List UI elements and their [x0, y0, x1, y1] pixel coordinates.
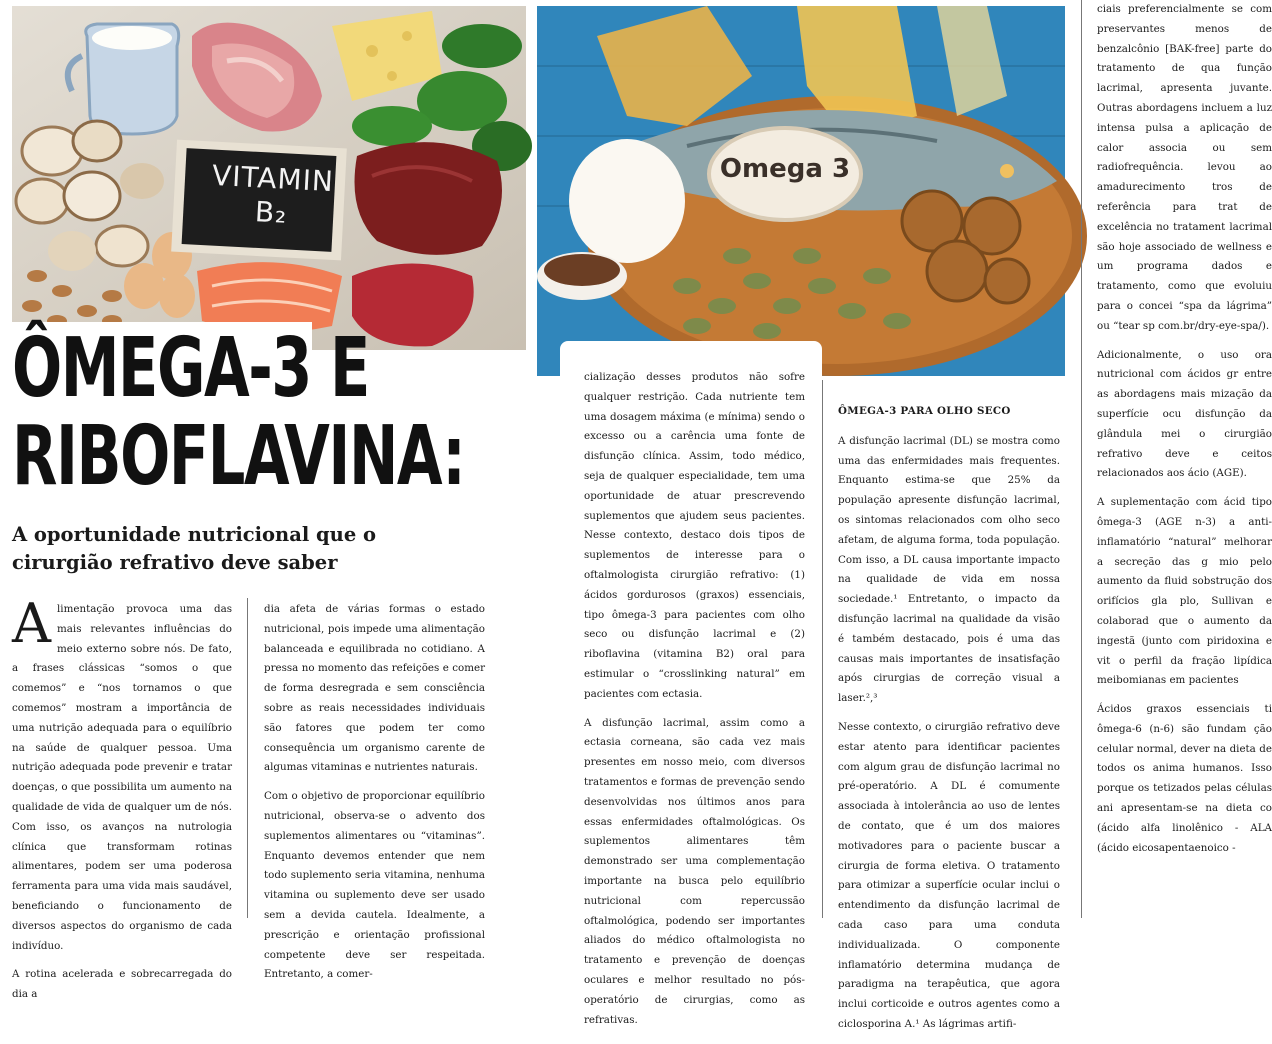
egg-icon: [569, 139, 685, 263]
paragraph: Adicionalmente, o uso ora nutricional com ácidos gr entre as abordagens mais mização da superfície ocu disfunção da glândula mei o cirurgião refrativo deve e ceitos relacionados aos ácio (AGE).: [1097, 348, 1272, 480]
vitamin-b2-food-photo: [12, 6, 526, 350]
drop-cap: A: [12, 592, 51, 655]
column-divider: [822, 380, 823, 918]
column-divider: [1081, 0, 1082, 918]
paragraph: A disfunção lacrimal, assim como a ectasia corneana, são cada vez mais presentes em nosso meio, com diversos tratamentos e formas de prevenção sendo desenvolvidas nos últimos anos para essas enfermidades oftalmológicas. Os suplementos alimentares têm demonstrado ser uma complementação importante na busca pelo equilíbrio nutricional com repercussão oftalmológica, podendo ser importantes aliados do médico oftalmologista no tratamento e prevenção de doenças oculares e melhor resultado no pós-operatório de cirurgias, como as refrativas.: [584, 716, 805, 1026]
text-column-2: [264, 600, 485, 994]
paragraph: A disfunção lacrimal (DL) se mostra como uma das enfermidades mais frequentes. Enquanto estima-se que 25% da população apresente disfunção lacrimal, os sintomas relacionados com olho seco afetam, de alguma forma, toda população. Com isso, a DL causa importante impacto na qualidade de vida em nossa sociedade.¹ Entretanto, o impacto da disfunção lacrimal na qualidade da visão é também destacado, pois é uma das causas mais importantes de insatisfação após cirurgias de correção visual a laser.²,³: [838, 434, 1060, 705]
chalkboard-text: VITAMIN B₂: [211, 158, 335, 230]
paragraph: cialização desses produtos não sofre qualquer restrição. Cada nutriente tem uma dosagem máxima (e mínima) sendo o excesso ou a carência uma fonte de disfunção clínica. Assim, todo médico, seja de qualquer especialidade, tem uma oportunidade de atuar prescrevendo suplementos que ajudem seus pacientes. Nesse contexto, destaco dois tipos de suplementos de interesse para o oftalmologista cirurgião refrativo: (1) ácidos gordurosos (graxos) essenciais, tipo ômega-3 para pacientes com olho seco ou disfunção lacrimal e (2) riboflavina (vitamina B2) oral para estimular o “crosslinking natural” em pacientes com ectasia.: [584, 371, 805, 700]
paragraph: A rotina acelerada e sobrecarregada do dia a: [12, 968, 232, 1001]
text-column-4: [838, 402, 1060, 1044]
omega-3-food-photo: [537, 6, 1065, 376]
liver-icon: [355, 142, 503, 255]
section-heading: ÔMEGA-3 PARA OLHO SECO: [838, 405, 1011, 417]
flax-seeds-icon: [537, 252, 627, 300]
paragraph: dia afeta de várias formas o estado nutricional, pois impede uma alimentação balanceada e equilibrada no cotidiano. A pressa no momento das refeições e comer de forma desregrada e sem consciência sobre as reais necessidades individuais são fatores que podem ter como consequência um organismo carente de algumas vitaminas e nutrientes naturais.: [264, 603, 485, 774]
text-column-3: [584, 368, 805, 1039]
paragraph: Com o objetivo de proporcionar equilíbrio nutricional, observa-se o advento dos suplementos alimentares ou “vitaminas”. Enquanto devemos entender que nem todo suplemento seria vitamina, nenhuma vitamina ou suplemento deve ser usado sem a devida cautela. Idealmente, a prescrição e orientação profissional competente deve ser respeitada. Entretanto, a comer-: [264, 790, 485, 981]
paragraph: ciais preferencialmente se com preservantes menos de benzalcônio [BAK-free] parte do tratamento de qua função lacrimal, apresenta juvante. Outras abordagens incluem a luz intensa pulsa a aplicação de calor associa ou sem radiofrequência. levou ao amadurecimento tros de referência para trat de excelência no tratament lacrimal são hoje associado de wellness e um programa dados e tratamento, como que evoluiu para o concei “spa da lágrima” ou “tear sp com.br/dry-eye-spa/).: [1097, 3, 1272, 332]
paragraph: Ácidos graxos essenciais ti ômega-6 (n-6) são fundam ção celular normal, dever na dieta de todos os anima humanos. Isso porque os tetizados pelas células ani apresentam-se na dieta co (ácido alfa linolênico - ALA (ácido eicosapentaenoico -: [1097, 703, 1272, 854]
article-title: [12, 321, 465, 504]
paragraph: A suplementação com ácid tipo ômega-3 (AGE n-3) a anti-inflamatório “natural” melhorar a secreção das g mio pelo aumento da fluid sobstrução dos orifícios gla plo, Sullivan e colaborad que o aumento da ingestã (junto com piridoxina e vit o perfil da fração lipídica meibomianas em pacientes: [1097, 496, 1272, 687]
paragraph: Nesse contexto, o cirurgião refrativo deve estar atento para identificar pacientes com algum grau de disfunção lacrimal no pré-operatório. A DL é comumente associada à intolerância ao uso de lentes de contato, que é um dos maiores motivadores para o paciente buscar a cirurgia de forma eletiva. O tratamento para otimizar a superfície ocular inclui o entendimento da disfunção lacrimal de cada caso para uma conduta individualizada. O componente inflamatório determina mudança de paradigma na terapêutica, que agora inclui corticoide e outros agentes como a ciclosporina A.¹ As lágrimas artifi-: [838, 720, 1060, 1030]
text-column-5: [1097, 0, 1272, 867]
paragraph: [12, 592, 232, 956]
paragraph-text: limentação provoca uma das mais relevantes influências do meio externo sobre nós. De fato, a frases clássicas “somos o que comemos” e “nos tornamos o que comemos” mostram a importância de uma nutrição adequada para o equilíbrio na saúde de qualquer pessoa. Uma nutrição adequada pode prevenir e tratar doenças, o que possibilita um aumento na qualidade de vida de qualquer um de nós. Com isso, os avanços na nutrologia clínica que transformam rotinas alimentares, podem ser uma poderosa ferramenta para uma vida mais saudável, beneficiando o funcionamento de diversos aspectos do organismo de cada indivíduo.: [12, 603, 232, 952]
text-column-1: [12, 592, 232, 1014]
omega-3-tag-text: Omega 3: [719, 154, 851, 184]
column-divider: [247, 598, 248, 918]
title-line-2: RIBOFLAVINA:: [12, 409, 465, 504]
title-line-1: ÔMEGA-3 E: [12, 321, 369, 416]
article-subtitle: A oportunidade nutricional que o cirurgião refrativo deve saber: [12, 523, 377, 574]
